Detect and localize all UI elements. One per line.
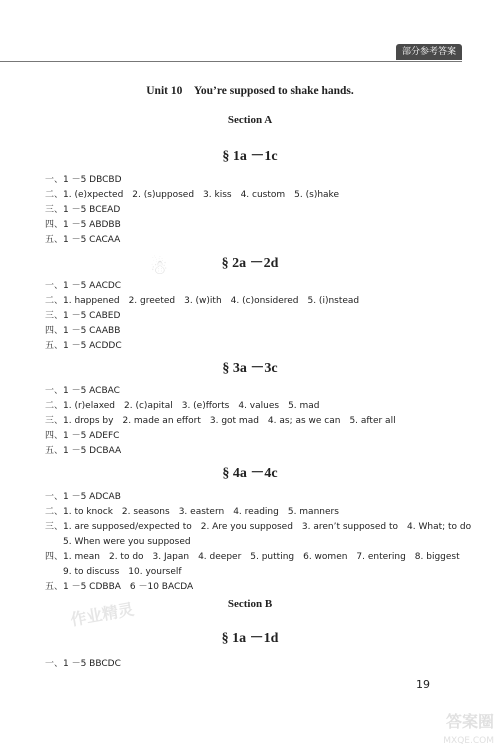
answer-line: 二、1. (e)xpected 2. (s)upposed 3. kiss 4. custom 5. (s)hake [45, 190, 339, 200]
answer-line: 一、1 －5 ACBAC [45, 386, 120, 396]
answer-line: 三、1. drops by 2. made an effort 3. got mad 4. as; as we can 5. after all [45, 416, 396, 426]
answer-line: 二、1. happened 2. greeted 3. (w)ith 4. (c)onsidered 5. (i)nstead [45, 296, 360, 306]
section-a-title: Section A [227, 114, 273, 126]
answer-line: 一、1 －5 BBCDC [45, 659, 121, 669]
heading-4a-4c: § 4a －4c [222, 466, 278, 481]
watermark-icon: ☃ [150, 255, 168, 279]
answer-line: 三、1 －5 CABED [45, 311, 121, 321]
answer-line: 一、1 －5 ADCAB [45, 492, 121, 502]
answer-line: 四、1 －5 CAABB [45, 326, 121, 336]
answer-line: 一、1 －5 DBCBD [45, 175, 122, 185]
answer-line: 9. to discuss 10. yourself [45, 567, 182, 577]
answer-line: 二、1. (r)elaxed 2. (c)apital 3. (e)fforts 4. values 5. mad [45, 401, 320, 411]
watermark-text: 作业精灵 [69, 599, 136, 630]
answer-line: 五、1 －5 DCBAA [45, 446, 122, 456]
answer-line: 四、1 －5 ADEFC [45, 431, 120, 441]
heading-b-1a-1d: § 1a －1d [221, 631, 279, 646]
answer-line: 5. When were you supposed [45, 537, 191, 547]
header-rule [0, 61, 462, 62]
answer-line: 四、1. mean 2. to do 3. Japan 4. deeper 5. putting 6. women 7. entering 8. biggest [45, 552, 460, 562]
answer-line: 五、1 －5 ACDDC [45, 341, 122, 351]
answer-line: 一、1 －5 AACDC [45, 281, 122, 291]
answer-line: 五、1 －5 CACAA [45, 235, 121, 245]
watermark-url: MXQE.COM [443, 736, 494, 746]
heading-1a-1c: § 1a －1c [222, 149, 278, 164]
watermark-logo: 答案圈 [445, 712, 494, 731]
answer-line: 四、1 －5 ABDBB [45, 220, 121, 230]
heading-3a-3c: § 3a －3c [222, 361, 278, 376]
answer-line: 三、1 －5 BCEAD [45, 205, 121, 215]
answer-line: 二、1. to knock 2. seasons 3. eastern 4. reading 5. manners [45, 507, 339, 517]
answer-line: 三、1. are supposed/expected to 2. Are you supposed 3. aren’t supposed to 4. What; to do [45, 522, 472, 532]
heading-2a-2d: § 2a －2d [221, 256, 279, 271]
unit-title: Unit 10 You’re supposed to shake hands. [146, 85, 354, 97]
answers-header-tab: 部分参考答案 [396, 44, 462, 60]
answer-line: 五、1 －5 CDBBA 6 －10 BACDA [45, 582, 194, 592]
page-number: 19 [416, 678, 430, 691]
section-b-title: Section B [227, 598, 273, 610]
